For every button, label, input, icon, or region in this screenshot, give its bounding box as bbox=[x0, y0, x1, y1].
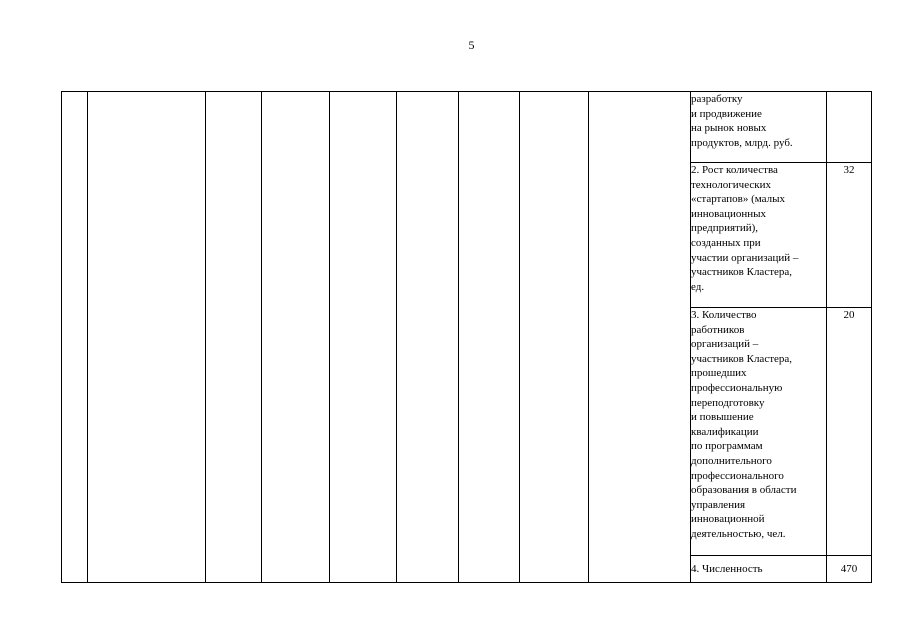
indicator-cell: 3. Количество работников организаций – участников Кластера, прошедших профессиональную переподготовку и повышение квалификации по программам дополнительного профессионального образования в области управления инновационной деятельностью, чел. bbox=[691, 308, 827, 556]
program-indicators-table bbox=[61, 91, 872, 583]
indicator-cell: разработку и продвижение на рынок новых продуктов, млрд. руб. bbox=[691, 92, 827, 163]
page-number: 5 bbox=[468, 38, 475, 52]
indicator-cell: 4. Численность bbox=[691, 556, 827, 583]
value-cell bbox=[827, 92, 872, 163]
empty-column-cell bbox=[262, 92, 330, 583]
value-cell: 20 bbox=[827, 308, 872, 556]
empty-column-cell bbox=[330, 92, 397, 583]
indicator-cell: 2. Рост количества технологических «стартапов» (малых инновационных предприятий), созданных при участии организаций – участников Кластера, ед. bbox=[691, 163, 827, 308]
empty-column-cell bbox=[589, 92, 691, 583]
empty-column-cell bbox=[206, 92, 262, 583]
value-cell: 32 bbox=[827, 163, 872, 308]
table-row bbox=[62, 92, 872, 163]
empty-column-cell bbox=[397, 92, 459, 583]
empty-column-cell bbox=[62, 92, 88, 583]
empty-column-cell bbox=[459, 92, 520, 583]
empty-column-cell bbox=[520, 92, 589, 583]
value-cell: 470 bbox=[827, 556, 872, 583]
empty-column-cell bbox=[88, 92, 206, 583]
